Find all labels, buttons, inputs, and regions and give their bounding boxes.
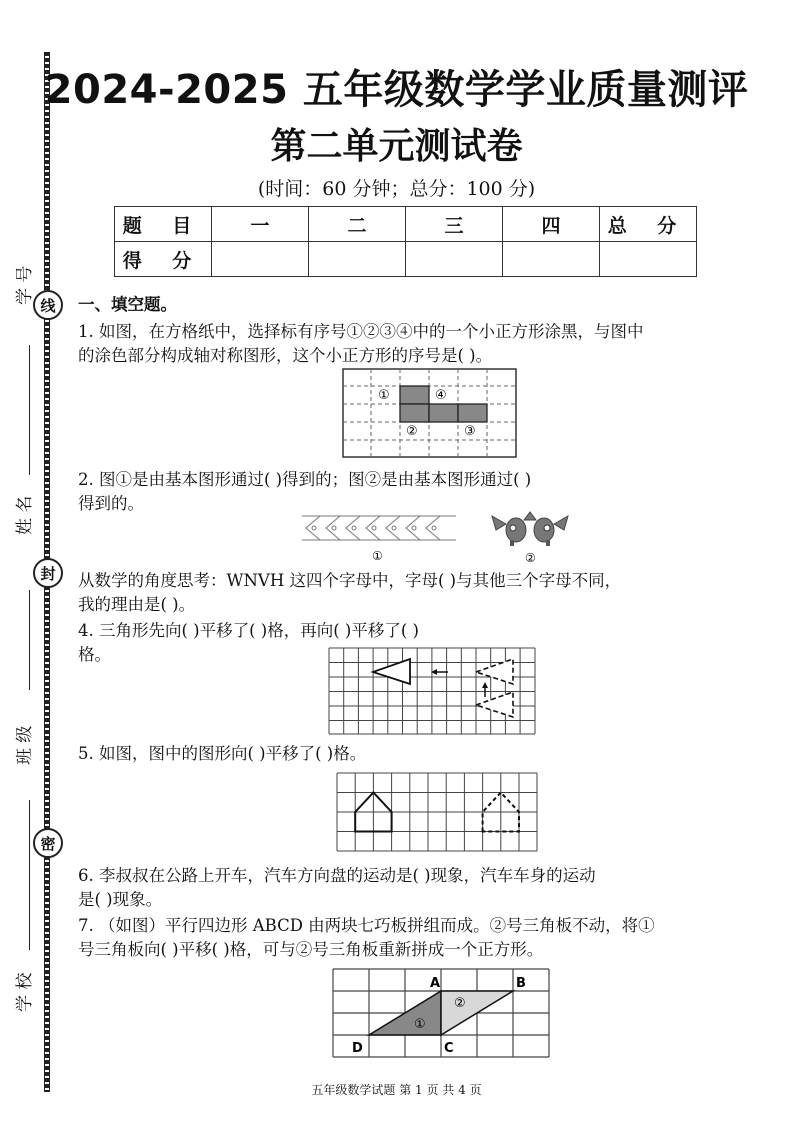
q6-text-line1: 6. 李叔叔在公路上开车，汽车方向盘的运动是( )现象，汽车车身的运动 [78,866,596,885]
school-label: 学 校 [15,972,35,1012]
q4-grid-figure [328,647,536,735]
q2-figure-translation [300,512,460,564]
q1-shaded-square [429,404,458,422]
score-header-cell: 一 [212,207,309,242]
q7-label-a: A [430,976,441,991]
q1-mark-4: ④ [435,388,447,403]
q7-text-line1: 7. （如图）平行四边形 ABCD 由两块七巧板拼组而成。②号三角板不动，将① [78,916,655,935]
class-label: 班 级 [15,725,35,765]
section-title: 一、填空题。 [78,295,177,314]
score-cell[interactable] [600,242,697,277]
score-cell[interactable] [503,242,600,277]
class-line [29,800,30,950]
score-cell[interactable] [309,242,406,277]
student-id-label: 学 号 [15,265,35,305]
score-header-cell: 二 [309,207,406,242]
q7-label-piece-2: ② [454,996,466,1011]
seal-xian: 线 [33,290,63,320]
q1-grid-figure [342,368,517,458]
q2-figure-symmetry [486,510,576,566]
score-header-cell: 总 分 [600,207,697,242]
exam-info: (时间：60 分钟；总分：100 分) [257,178,536,200]
q2-fig-label-2: ② [525,551,536,565]
q5-text-line1: 5. 如图，图中的图形向( )平移了( )格。 [78,744,367,763]
q7-label-c: C [444,1041,454,1056]
score-table [114,206,697,277]
score-table-score-row [115,242,697,277]
student-name-line [29,590,30,690]
score-row-label: 得 分 [115,242,212,277]
q7-grid-figure [330,966,552,1060]
q1-mark-3: ③ [464,424,476,439]
q2-text-line1: 2. 图①是由基本图形通过( )得到的；图②是由基本图形通过( ) [78,470,532,489]
q7-text-line2: 号三角板向( )平移( )格，可与②号三角板重新拼成一个正方形。 [78,940,544,959]
score-header-cell: 四 [503,207,600,242]
q7-label-b: B [516,976,526,991]
q4-text-line2: 格。 [78,645,111,664]
page-subtitle: 第二单元测试卷 [270,126,523,167]
q1-shaded-square [400,386,429,404]
q3-text-line1: 从数学的角度思考：WNVH 这四个字母中，字母( )与其他三个字母不同， [78,571,622,590]
q4-final-triangle [476,692,513,717]
page-footer: 五年级数学试题 第 1 页 共 4 页 [311,1083,482,1097]
score-table-header-row [115,207,697,242]
q4-text-line1: 4. 三角形先向( )平移了( )格，再向( )平移了( ) [78,621,419,640]
page-title: 2024-2025 五年级数学学业质量测评 [44,67,749,113]
q1-text-line1: 1. 如图，在方格纸中，选择标有序号①②③④中的一个小正方形涂黑，与图中 [78,322,644,341]
q1-shaded-square [458,404,487,422]
q2-text-line2: 得到的。 [78,494,144,513]
student-name-label: 姓 名 [15,495,35,535]
score-header-cell: 三 [406,207,503,242]
student-id-line [29,345,30,475]
q1-shaded-square [400,404,429,422]
q2-fig-label-1: ① [372,549,383,563]
q1-text-line2: 的涂色部分构成轴对称图形，这个小正方形的序号是( )。 [78,346,493,365]
seal-mi: 密 [33,828,63,858]
score-cell[interactable] [406,242,503,277]
q7-label-piece-1: ① [414,1017,426,1032]
seal-feng: 封 [33,558,63,588]
q3-text-line2: 我的理由是( )。 [78,595,196,614]
score-cell[interactable] [212,242,309,277]
q6-text-line2: 是( )现象。 [78,890,163,909]
q1-mark-1: ① [378,388,390,403]
q7-label-d: D [352,1041,363,1056]
q5-grid-figure [336,772,538,852]
q1-mark-2: ② [406,424,418,439]
score-header-cell: 题 目 [115,207,212,242]
